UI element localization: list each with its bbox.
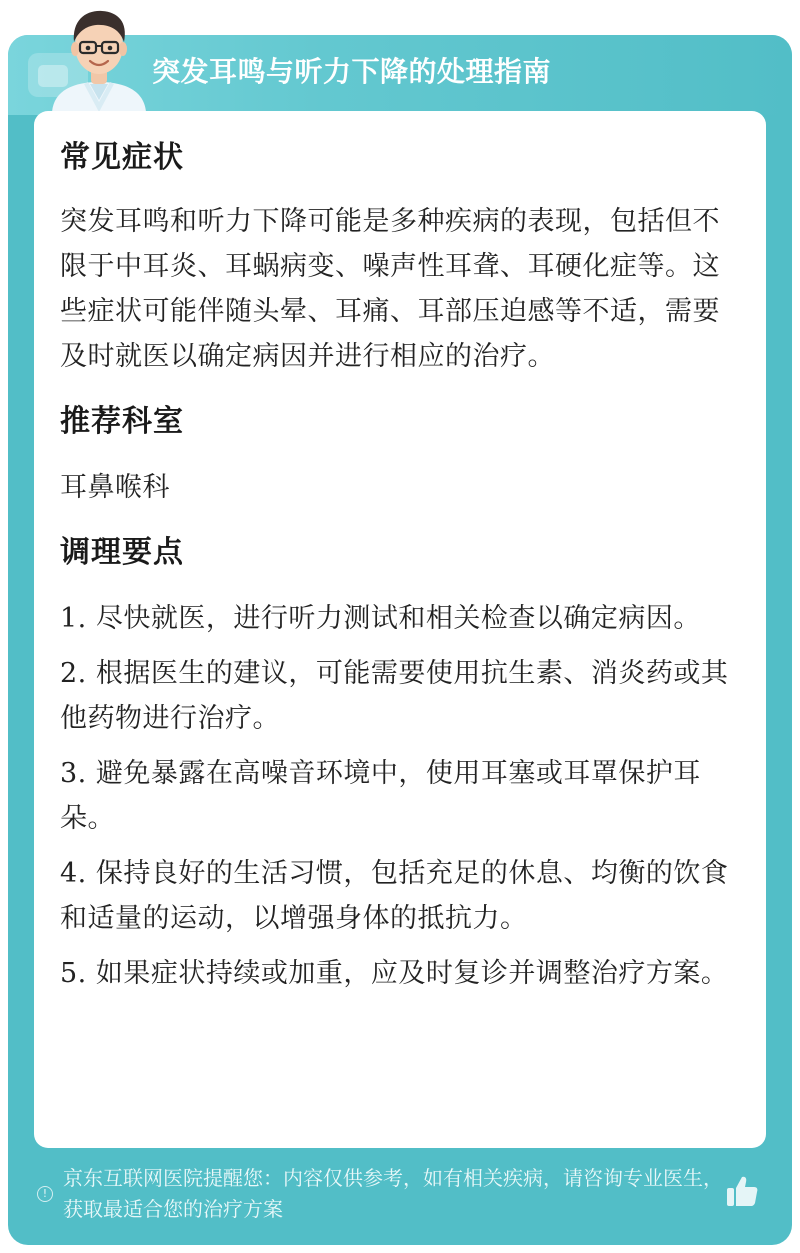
list-item — [60, 596, 740, 641]
list-item-number: 1. — [60, 603, 87, 634]
list-item-number: 5. — [60, 958, 87, 989]
content-card — [34, 111, 766, 1148]
list-item-text: 如果症状持续或加重，应及时复诊并调整治疗方案。 — [95, 958, 729, 989]
page-title: 突发耳鸣与听力下降的处理指南 — [152, 55, 552, 88]
doctor-avatar — [44, 4, 154, 112]
list-item-number: 2. — [60, 658, 87, 689]
list-item-text: 保持良好的生活习惯，包括充足的休息、均衡的饮食和适量的运动，以增强身体的抵抗力。 — [60, 858, 729, 934]
tips-list — [60, 596, 740, 996]
tips-heading: 调理要点 — [60, 535, 184, 570]
info-circle-icon: ! — [37, 1186, 53, 1202]
thumbs-up-icon[interactable] — [724, 1173, 760, 1209]
footer-disclaimer: 京东互联网医院提醒您：内容仅供参考，如有相关疾病，请咨询专业医生，获取最适合您的治疗方案 — [63, 1166, 723, 1221]
list-item — [60, 651, 740, 741]
department-text: 耳鼻喉科 — [60, 472, 170, 503]
list-item — [60, 951, 740, 996]
list-item-number: 4. — [60, 858, 87, 889]
department-heading: 推荐科室 — [60, 404, 184, 439]
list-item-text: 根据医生的建议，可能需要使用抗生素、消炎药或其他药物进行治疗。 — [60, 658, 729, 734]
list-item-number: 3. — [60, 758, 87, 789]
symptoms-text: 突发耳鸣和听力下降可能是多种疾病的表现，包括但不限于中耳炎、耳蜗病变、噪声性耳聋、耳硬化症等。这些症状可能伴随头晕、耳痛、耳部压迫感等不适，需要及时就医以确定病因并进行相应的治疗。 — [60, 206, 720, 372]
list-item — [60, 851, 740, 941]
list-item-text: 避免暴露在高噪音环境中，使用耳塞或耳罩保护耳朵。 — [60, 758, 701, 834]
list-item — [60, 751, 740, 841]
symptoms-heading: 常见症状 — [60, 140, 184, 175]
list-item-text: 尽快就医，进行听力测试和相关检查以确定病因。 — [95, 603, 701, 634]
